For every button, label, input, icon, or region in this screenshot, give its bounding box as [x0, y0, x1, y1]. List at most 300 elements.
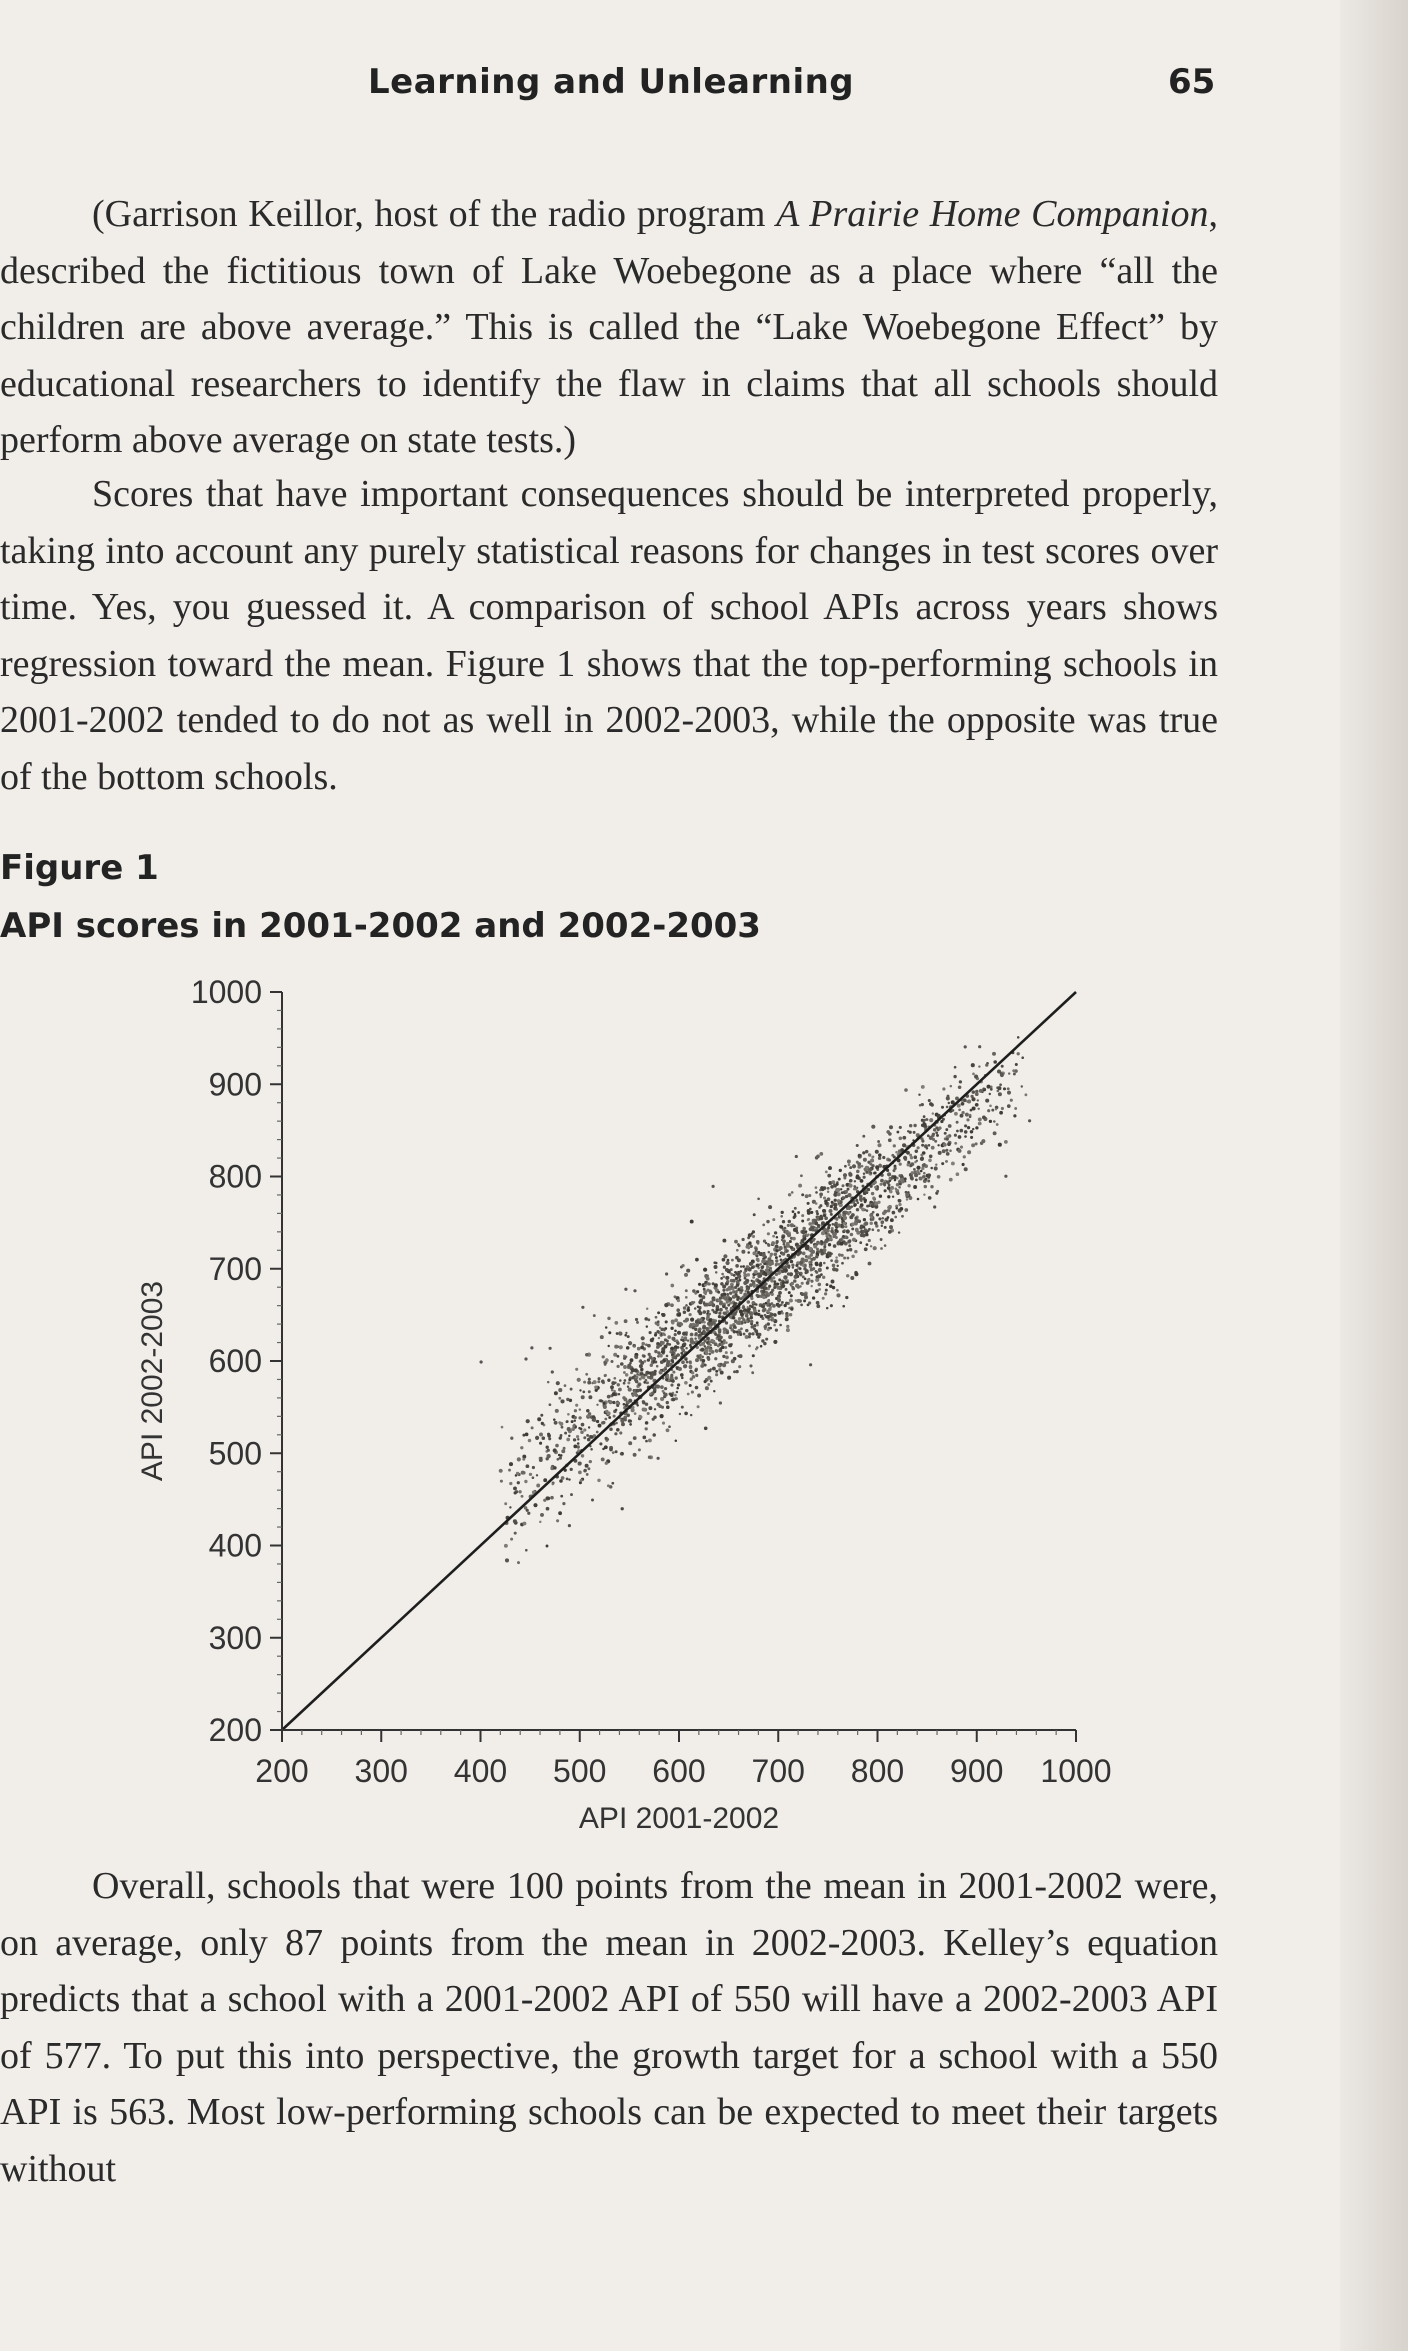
data-point [953, 1075, 956, 1078]
data-point [940, 1120, 943, 1123]
data-point [764, 1314, 767, 1317]
data-point [777, 1283, 780, 1286]
data-point [1012, 1069, 1015, 1072]
data-point [648, 1353, 651, 1356]
data-point [558, 1397, 561, 1400]
data-point [810, 1240, 813, 1243]
data-point [623, 1403, 626, 1406]
data-point [705, 1277, 708, 1280]
data-point [954, 1134, 957, 1137]
data-point [917, 1146, 920, 1149]
p1-after-italic: , described the fictitious town of Lake Woebegone as a place where “all the children are above average.” This is called the “Lake Woebegone Effect” by educational researchers to identify the flaw in claims that all schools should perform above average on state tests.) [0, 193, 1218, 461]
data-point [781, 1239, 783, 1241]
data-point [681, 1377, 684, 1380]
data-point [509, 1462, 513, 1466]
data-point [905, 1193, 909, 1197]
data-point [824, 1199, 827, 1202]
data-point [877, 1140, 880, 1143]
data-point [773, 1313, 777, 1317]
data-point [604, 1374, 607, 1377]
data-point [655, 1316, 658, 1319]
data-point [918, 1172, 921, 1175]
data-point [934, 1140, 937, 1143]
data-point [826, 1307, 829, 1310]
data-point [864, 1247, 868, 1251]
data-point [920, 1153, 923, 1156]
data-point [873, 1246, 877, 1250]
data-point [621, 1507, 624, 1510]
data-point [727, 1361, 729, 1363]
data-point [801, 1220, 804, 1223]
data-point [775, 1249, 778, 1252]
data-point [863, 1172, 865, 1174]
data-point [864, 1228, 867, 1231]
data-point [792, 1210, 795, 1213]
data-point [733, 1295, 736, 1298]
data-point [715, 1373, 718, 1376]
data-point [892, 1195, 894, 1197]
data-point [969, 1115, 972, 1118]
outlier-point [964, 1045, 967, 1048]
data-point [526, 1509, 529, 1512]
data-point [660, 1360, 664, 1364]
data-point [716, 1306, 719, 1309]
data-point [823, 1214, 826, 1217]
data-point [652, 1358, 655, 1361]
data-point [698, 1327, 701, 1330]
data-point [721, 1273, 724, 1276]
data-point [785, 1317, 789, 1321]
data-point [891, 1154, 894, 1157]
data-point [581, 1454, 584, 1457]
data-point [689, 1360, 692, 1363]
data-point [809, 1208, 812, 1211]
data-point [571, 1427, 575, 1431]
data-point [853, 1185, 856, 1188]
data-point [987, 1109, 990, 1112]
data-point [712, 1298, 716, 1302]
data-point [899, 1162, 902, 1165]
data-point [601, 1380, 604, 1383]
data-point [819, 1249, 823, 1253]
data-point [738, 1354, 742, 1358]
data-point [584, 1469, 587, 1472]
data-point [847, 1213, 849, 1215]
data-point [899, 1137, 903, 1141]
data-point [546, 1545, 549, 1548]
data-point [704, 1345, 706, 1347]
data-point [766, 1315, 770, 1319]
data-point [734, 1291, 738, 1295]
data-point [616, 1332, 619, 1335]
data-point [566, 1478, 569, 1481]
data-point [725, 1351, 728, 1354]
data-point [625, 1373, 629, 1377]
data-point [707, 1383, 710, 1386]
data-point [723, 1254, 727, 1258]
data-point [1013, 1073, 1016, 1076]
data-point [686, 1269, 690, 1273]
data-point [744, 1268, 747, 1271]
data-point [864, 1168, 867, 1171]
data-point [504, 1544, 508, 1548]
data-point [697, 1394, 701, 1398]
data-point [783, 1243, 786, 1246]
data-point [681, 1406, 684, 1409]
data-point [553, 1448, 557, 1452]
data-point [645, 1402, 648, 1405]
data-point [737, 1276, 740, 1279]
data-point [972, 1106, 976, 1110]
data-point [1007, 1091, 1011, 1095]
data-point [646, 1325, 648, 1327]
data-point [568, 1478, 570, 1480]
data-point [967, 1150, 971, 1154]
data-point [894, 1179, 897, 1182]
data-point [542, 1436, 546, 1440]
data-point [786, 1244, 790, 1248]
data-point [648, 1406, 652, 1410]
data-point [807, 1211, 811, 1215]
data-point [888, 1159, 891, 1162]
data-point [987, 1085, 991, 1089]
data-point [936, 1134, 939, 1137]
data-point [929, 1102, 933, 1106]
data-point [594, 1385, 598, 1389]
data-point [851, 1255, 854, 1258]
data-point [899, 1183, 902, 1186]
data-point [624, 1334, 627, 1337]
data-point [760, 1345, 763, 1348]
data-point [720, 1293, 724, 1297]
data-point [757, 1273, 760, 1276]
data-point [602, 1355, 605, 1358]
data-point [819, 1204, 822, 1207]
data-point [744, 1277, 747, 1280]
data-point [874, 1171, 877, 1174]
data-point [918, 1093, 920, 1095]
data-point [699, 1318, 702, 1321]
data-point [660, 1414, 664, 1418]
data-point [654, 1350, 657, 1353]
data-point [588, 1390, 591, 1393]
data-point [845, 1236, 848, 1239]
data-point [893, 1144, 896, 1147]
data-point [936, 1190, 939, 1193]
data-point [836, 1183, 839, 1186]
data-point [890, 1186, 894, 1190]
data-point [967, 1126, 970, 1129]
data-point [706, 1337, 710, 1341]
data-point [886, 1180, 889, 1183]
y-tick-label: 600 [208, 1343, 262, 1379]
data-point [979, 1089, 983, 1093]
data-point [554, 1391, 558, 1395]
data-point [985, 1063, 988, 1066]
running-head [0, 62, 1408, 112]
data-point [849, 1248, 853, 1252]
data-point [951, 1109, 954, 1112]
data-point [550, 1496, 554, 1500]
data-point [915, 1179, 918, 1182]
data-point [834, 1229, 838, 1233]
data-point [654, 1361, 657, 1364]
data-point [842, 1196, 845, 1199]
data-point [539, 1433, 543, 1437]
data-point [676, 1353, 680, 1357]
data-point [752, 1276, 755, 1279]
data-point [612, 1451, 615, 1454]
data-point [583, 1428, 586, 1431]
data-point [627, 1385, 629, 1387]
data-point [777, 1304, 781, 1308]
data-point [880, 1179, 884, 1183]
data-point [810, 1211, 813, 1214]
data-point [605, 1326, 608, 1329]
data-point [881, 1222, 884, 1225]
data-point [816, 1264, 819, 1267]
data-point [769, 1327, 772, 1330]
data-point [859, 1241, 862, 1244]
data-point [869, 1168, 872, 1171]
page-edge-shadow [1340, 0, 1408, 2351]
data-point [724, 1346, 727, 1349]
data-point [913, 1131, 916, 1134]
data-point [904, 1177, 907, 1180]
data-point [610, 1385, 614, 1389]
data-point [761, 1317, 764, 1320]
data-point [964, 1130, 968, 1134]
data-point [548, 1437, 551, 1440]
data-point [710, 1344, 712, 1346]
data-point [827, 1187, 830, 1190]
data-point [822, 1209, 826, 1213]
data-point [948, 1102, 950, 1104]
data-point [774, 1231, 777, 1234]
data-point [990, 1088, 993, 1091]
data-point [634, 1412, 637, 1415]
data-point [989, 1104, 992, 1107]
data-point [666, 1405, 670, 1409]
data-point [743, 1271, 746, 1274]
outlier-point [530, 1346, 533, 1349]
data-point [559, 1456, 562, 1459]
data-point [848, 1163, 851, 1166]
running-title: Learning and Unlearning [368, 62, 855, 102]
y-tick-label: 700 [208, 1250, 262, 1287]
data-point [746, 1287, 750, 1291]
data-point [872, 1197, 875, 1200]
data-point [965, 1113, 969, 1117]
data-point [830, 1185, 834, 1189]
data-point [567, 1413, 570, 1416]
data-point [714, 1283, 718, 1287]
data-point [588, 1426, 590, 1428]
data-point [528, 1439, 532, 1443]
data-point [1010, 1099, 1013, 1102]
data-point [772, 1276, 775, 1279]
data-point [781, 1236, 785, 1240]
data-point [991, 1109, 994, 1112]
data-point [900, 1207, 904, 1211]
data-point [780, 1259, 783, 1262]
outlier-point [653, 1387, 656, 1390]
data-point [888, 1184, 891, 1187]
data-point [596, 1420, 599, 1423]
data-point [626, 1346, 630, 1350]
data-point [911, 1162, 914, 1165]
data-point [784, 1304, 787, 1307]
data-point [523, 1522, 527, 1526]
data-point [647, 1412, 650, 1415]
data-point [877, 1229, 880, 1232]
data-point [866, 1209, 869, 1212]
outlier-point [524, 1357, 527, 1360]
data-point [634, 1368, 638, 1372]
data-point [815, 1227, 818, 1230]
data-point [846, 1249, 849, 1252]
x-tick-label: 700 [751, 1753, 805, 1789]
data-point [692, 1375, 696, 1379]
data-point [917, 1198, 920, 1201]
data-point [772, 1218, 775, 1221]
data-point [956, 1130, 959, 1133]
data-point [648, 1456, 651, 1459]
data-point [603, 1402, 606, 1405]
data-point [921, 1140, 924, 1143]
data-point [830, 1304, 833, 1307]
outlier-point [480, 1360, 483, 1363]
data-point [577, 1378, 581, 1382]
data-point [628, 1388, 632, 1392]
data-point [738, 1317, 741, 1320]
data-point [854, 1250, 858, 1254]
data-point [815, 1255, 818, 1258]
data-point [547, 1381, 550, 1384]
y-tick-label: 800 [208, 1158, 262, 1195]
data-point [686, 1308, 690, 1312]
data-point [800, 1174, 803, 1177]
data-point [808, 1222, 812, 1226]
data-point [909, 1154, 912, 1157]
data-point [863, 1218, 866, 1221]
x-tick-label: 200 [255, 1753, 309, 1789]
data-point [992, 1052, 996, 1056]
data-point [536, 1484, 540, 1488]
data-point [807, 1202, 810, 1205]
outlier-point [623, 1357, 626, 1360]
data-point [768, 1251, 771, 1254]
data-point [658, 1337, 660, 1339]
data-point [614, 1345, 618, 1349]
data-point [779, 1324, 782, 1327]
data-point [691, 1371, 694, 1374]
data-point [846, 1229, 850, 1233]
data-point [707, 1376, 711, 1380]
data-point [1017, 1036, 1020, 1039]
outlier-point [795, 1155, 798, 1158]
data-point [698, 1311, 702, 1315]
data-point [619, 1431, 622, 1434]
data-point [609, 1448, 613, 1452]
data-point [719, 1401, 722, 1404]
data-point [647, 1376, 650, 1379]
data-point [510, 1437, 513, 1440]
data-point [670, 1303, 674, 1307]
data-point [972, 1090, 976, 1094]
data-point [869, 1163, 872, 1166]
data-point [890, 1218, 894, 1222]
data-point [856, 1161, 859, 1164]
data-point [663, 1329, 666, 1332]
x-tick-label: 1000 [1040, 1753, 1112, 1789]
data-point [846, 1274, 849, 1277]
data-point [641, 1375, 645, 1379]
data-point [815, 1210, 818, 1213]
data-point [780, 1215, 783, 1218]
data-point [742, 1318, 745, 1321]
data-point [795, 1284, 799, 1288]
data-point [666, 1342, 669, 1345]
x-axis-label: API 2001-2002 [578, 1802, 780, 1835]
data-point [752, 1280, 756, 1284]
data-point [840, 1242, 844, 1246]
data-point [736, 1272, 739, 1275]
data-point [691, 1340, 693, 1342]
data-point [972, 1073, 975, 1076]
data-point [627, 1364, 631, 1368]
data-point [747, 1251, 750, 1254]
data-point [717, 1291, 720, 1294]
data-point [790, 1282, 794, 1286]
outlier-point [1004, 1175, 1007, 1178]
data-point [665, 1378, 668, 1381]
data-point [728, 1287, 732, 1291]
data-point [768, 1261, 771, 1264]
outlier-point [712, 1185, 715, 1188]
data-point [902, 1136, 906, 1140]
data-point [874, 1186, 877, 1189]
data-point [671, 1337, 674, 1340]
data-point [611, 1389, 614, 1392]
data-point [800, 1272, 803, 1275]
data-point [835, 1208, 838, 1211]
data-point [848, 1244, 851, 1247]
data-point [670, 1384, 673, 1387]
data-point [736, 1249, 739, 1252]
data-point [847, 1188, 850, 1191]
y-axis-label: API 2002-2003 [136, 1280, 169, 1482]
data-point [668, 1425, 671, 1428]
data-point [810, 1269, 813, 1272]
data-point [787, 1272, 790, 1275]
data-point [752, 1354, 755, 1357]
data-point [634, 1355, 638, 1359]
data-point [1021, 1056, 1024, 1059]
data-point [578, 1427, 581, 1430]
data-point [738, 1279, 741, 1282]
data-point [862, 1234, 866, 1238]
data-point [850, 1276, 854, 1280]
data-point [810, 1280, 813, 1283]
data-point [807, 1219, 809, 1221]
data-point [733, 1302, 735, 1304]
data-point [591, 1499, 594, 1502]
data-point [756, 1294, 759, 1297]
data-point [645, 1427, 648, 1430]
data-point [884, 1244, 887, 1247]
data-point [590, 1448, 593, 1451]
